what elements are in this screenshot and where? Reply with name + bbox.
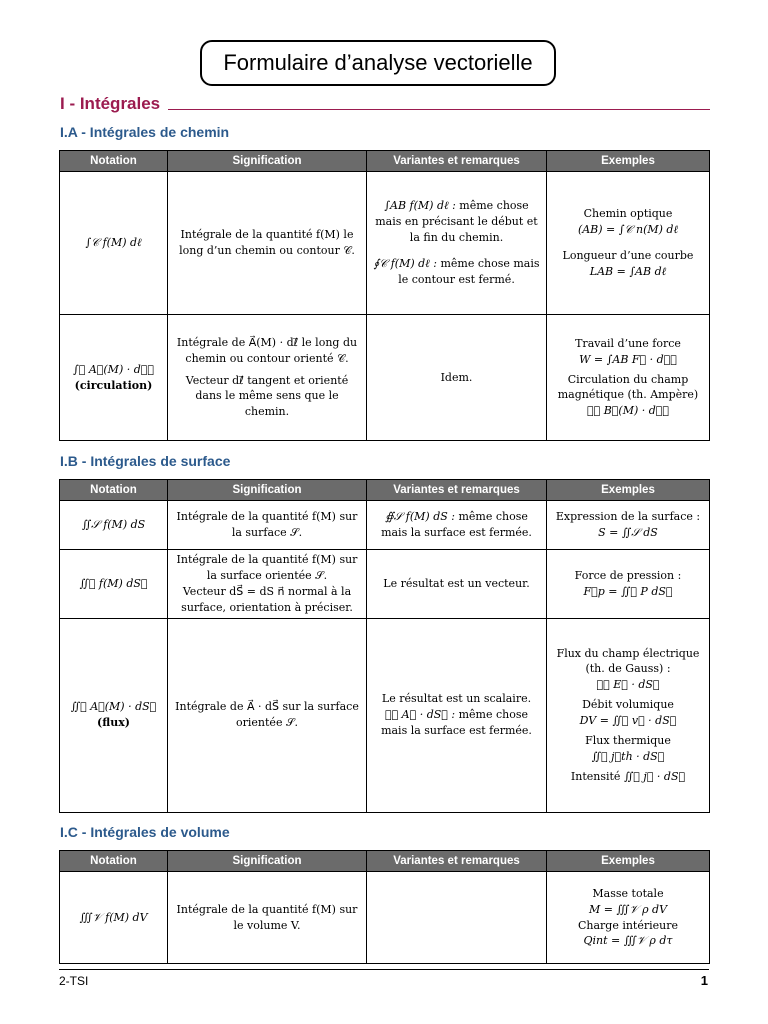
example-label: Longueur d’une courbe [562, 249, 694, 262]
signification-text: Intégrale de A⃗(M) · dℓ⃗ le long du chemin ou contour orienté 𝒞. [176, 335, 358, 365]
footer-rule [59, 969, 709, 970]
variante-text: même chose mais la surface est fermée. [381, 708, 532, 738]
subsection-title-surface: I.B - Intégrales de surface [60, 453, 231, 469]
table-row [60, 618, 710, 812]
table-header-row [60, 151, 710, 172]
notation-subtitle: (circulation) [74, 378, 153, 392]
subsection-title-chemin: I.A - Intégrales de chemin [60, 124, 230, 140]
table-surface [59, 479, 710, 813]
table-row [60, 550, 710, 619]
table-chemin [59, 150, 710, 441]
table-row [60, 172, 710, 315]
formula: M = ∭𝒱 ρ dV [588, 902, 668, 916]
example-label: Intensité [570, 770, 621, 784]
cell-notation [60, 872, 168, 964]
cell-signification [168, 172, 367, 315]
cell-exemples [547, 550, 710, 619]
formula: ∬𝒮 f(M) dS [81, 518, 146, 532]
formula: DV = ∬𝒮 v⃗ · dS⃗ [579, 714, 677, 728]
header-variantes: Variantes et remarques [367, 480, 547, 501]
cell-exemples [547, 501, 710, 550]
example-label: Travail d’une force [575, 336, 681, 350]
cell-signification [168, 315, 367, 441]
footer-class-label: 2-TSI [59, 974, 89, 988]
cell-exemples [547, 618, 710, 812]
formula: ∫AB f(M) dℓ : [384, 199, 456, 213]
notation-subtitle: (flux) [97, 716, 130, 730]
header-signification: Signification [168, 851, 367, 872]
formula: ∯𝒮 f(M) dS : [385, 510, 455, 524]
example-label: Flux thermique [585, 734, 671, 748]
example-label: Chemin optique [583, 207, 673, 221]
signification-text: Intégrale de la quantité f(M) le long d’un chemin ou contour 𝒞. [179, 228, 355, 257]
formula: ∬𝒮 f(M) dS⃗ [79, 576, 148, 590]
header-notation: Notation [60, 151, 168, 172]
header-exemples: Exemples [547, 480, 710, 501]
formula: ∬𝒮 j⃗th · dS⃗ [591, 750, 665, 764]
example-label: Circulation du champ magnétique (th. Ampère) [557, 372, 699, 402]
section-title: I - Intégrales [60, 94, 161, 113]
table-volume [59, 850, 710, 964]
formula: F⃗p = ∬𝒮 P dS⃗ [583, 584, 673, 598]
formula: ∮𝒞 B⃗(M) · dℓ⃗ [587, 404, 669, 418]
formula: LAB = ∫AB dℓ [589, 264, 667, 278]
variante-text: même chose mais le contour est fermé. [398, 256, 540, 286]
header-exemples: Exemples [547, 151, 710, 172]
cell-exemples [547, 315, 710, 441]
header-notation: Notation [60, 480, 168, 501]
table-header-row [60, 480, 710, 501]
cell-exemples [547, 172, 710, 315]
example-label: Expression de la surface : [555, 510, 701, 524]
cell-notation [60, 501, 168, 550]
cell-exemples [547, 872, 710, 964]
header-variantes: Variantes et remarques [367, 151, 547, 172]
formula: ∭𝒱 f(M) dV [79, 910, 148, 924]
formula: S = ∬𝒮 dS [598, 526, 658, 539]
page-number: 1 [700, 973, 708, 988]
example-label: Force de pression : [574, 568, 682, 582]
formula: ∯𝒮 E⃗ · dS⃗ [596, 678, 660, 692]
cell-signification: Intégrale de la quantité f(M) sur la surface 𝒮. [168, 501, 367, 550]
cell-variantes [367, 172, 547, 315]
header-variantes: Variantes et remarques [367, 851, 547, 872]
example-label: Charge intérieure [577, 918, 679, 932]
header-signification: Signification [168, 480, 367, 501]
formula: W = ∫AB F⃗ · dℓ⃗ [579, 352, 677, 366]
formula: ∬𝒮 A⃗(M) · dS⃗ [70, 700, 157, 714]
cell-variantes [367, 501, 547, 550]
section-rule [168, 109, 710, 110]
formula: ∯𝒮 A⃗ · dS⃗ : [384, 708, 456, 722]
cell-variantes: Le résultat est un vecteur. [367, 550, 547, 619]
example-label: Flux du champ électrique (th. de Gauss) : [556, 646, 700, 676]
header-notation: Notation [60, 851, 168, 872]
cell-notation [60, 172, 168, 315]
formula: ∬𝒮 j⃗ · dS⃗ [623, 770, 686, 784]
formula: ∫𝒞 A⃗(M) · dℓ⃗ [73, 362, 154, 376]
cell-signification: Intégrale de la quantité f(M) sur le volume V. [168, 872, 367, 964]
cell-signification: Intégrale de A⃗ · dS⃗ sur la surface orientée 𝒮. [168, 618, 367, 812]
cell-variantes [367, 872, 547, 964]
formula: Qint = ∭𝒱 ρ dτ [583, 934, 673, 948]
cell-notation [60, 550, 168, 619]
table-header-row [60, 851, 710, 872]
subsection-title-volume: I.C - Intégrales de volume [60, 824, 230, 840]
table-row [60, 872, 710, 964]
cell-variantes [367, 618, 547, 812]
cell-notation [60, 618, 168, 812]
header-exemples: Exemples [547, 851, 710, 872]
formula: ∫𝒞 f(M) dℓ [85, 236, 142, 250]
section-heading [60, 92, 710, 114]
signification-text: Vecteur dℓ⃗ tangent et orienté dans le même sens que le chemin. [185, 373, 349, 419]
variante-text: même chose mais en précisant le début et la fin du chemin. [375, 199, 538, 245]
variante-text: même chose mais la surface est fermée. [381, 510, 532, 539]
header-signification: Signification [168, 151, 367, 172]
signification-text: Vecteur dS⃗ = dS n⃗ normal à la surface, orientation à préciser. [181, 584, 353, 614]
formula: ∮𝒞 f(M) dℓ : [373, 256, 437, 270]
signification-text: Intégrale de la quantité f(M) sur la surface orientée 𝒮. [176, 553, 358, 582]
variante-text: Le résultat est un scalaire. [381, 692, 532, 706]
example-label: Débit volumique [582, 698, 674, 712]
cell-notation [60, 315, 168, 441]
table-row [60, 501, 710, 550]
document-title: Formulaire d’analyse vectorielle [200, 40, 556, 86]
formula: (AB) = ∫𝒞 n(M) dℓ [577, 223, 679, 237]
table-row [60, 315, 710, 441]
cell-variantes: Idem. [367, 315, 547, 441]
example-label: Masse totale [592, 886, 664, 900]
cell-signification [168, 550, 367, 619]
